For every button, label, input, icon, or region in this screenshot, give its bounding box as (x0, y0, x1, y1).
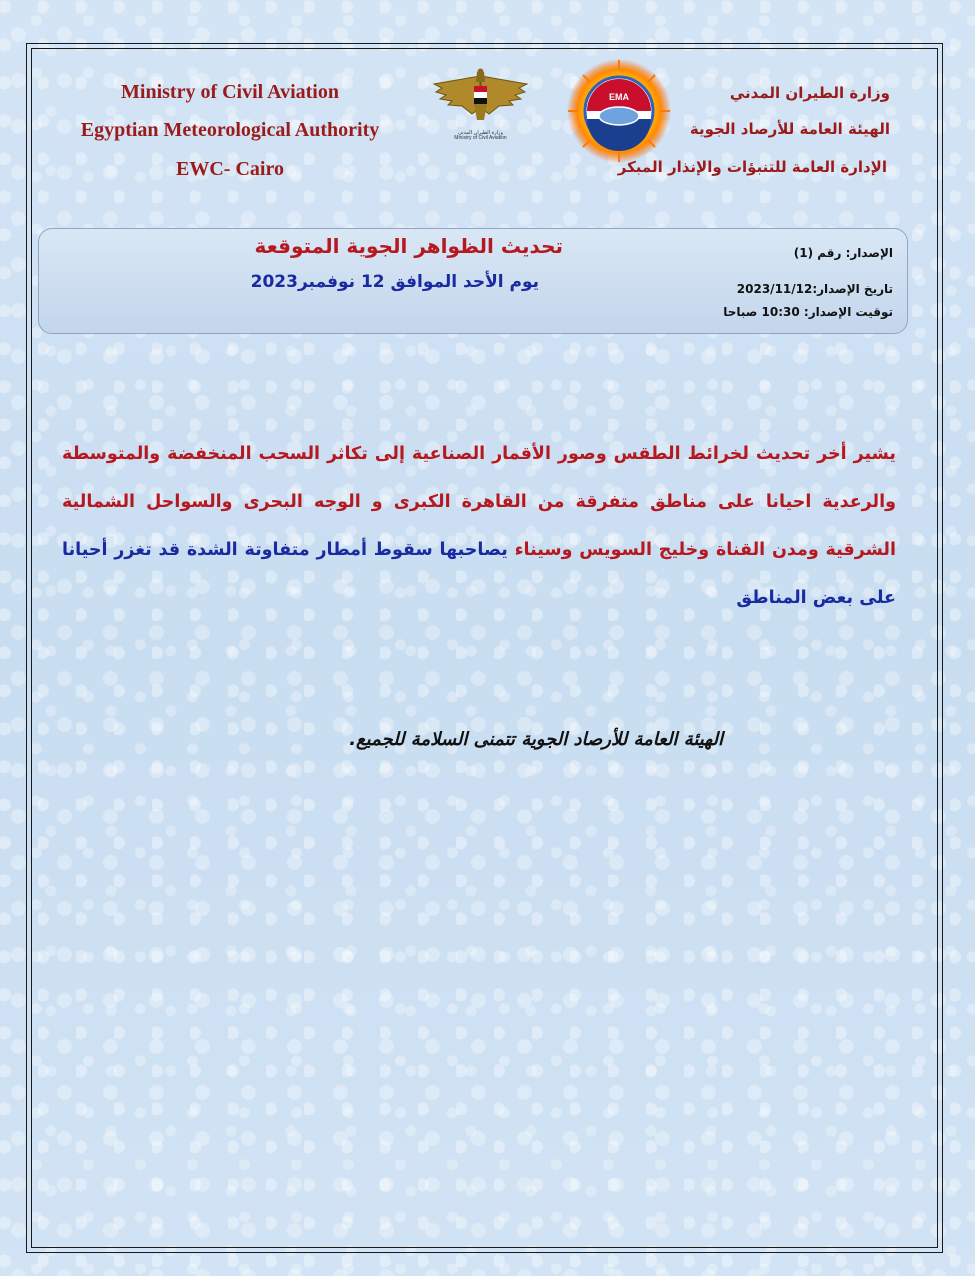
forecast-text-red: يشير أخر تحديث لخرائط الطقس وصور الأقمار الصناعية إلى تكاثر السحب المنخفضة والمتوسطة والرعدية احيانا على مناطق متفرقة من القاهرة الكبرى و الوجه البحرى والسواحل الشمالية الشرقية ومدن القناة وخليج السويس وسيناء (62, 444, 896, 560)
forecast-paragraph (62, 430, 896, 622)
header-ar-ministry: وزارة الطيران المدني (729, 84, 890, 102)
ema-logo-text: EMA (609, 92, 629, 102)
issue-number: الإصدار: رقم (1) (793, 246, 893, 260)
bulletin-date-line: يوم الأحد الموافق 12 نوفمبر2023 (250, 272, 539, 292)
header-en-ewc: EWC- Cairo (176, 158, 284, 180)
ministry-logo (428, 68, 533, 141)
sun-cloud-icon (566, 58, 672, 164)
closing-statement: الهيئة العامة للأرصاد الجوية تتمنى السلامة للجميع. (349, 729, 723, 750)
header-ar-directorate: الإدارة العامة للتنبؤات والإنذار المبكر (617, 158, 887, 176)
forecast-text-blue: يصاحبها سقوط أمطار متفاوتة الشدة قد تغزر أحيانا على بعض المناطق (62, 540, 896, 608)
header-en-authority: Egyptian Meteorological Authority (80, 119, 380, 141)
issue-date: تاريخ الإصدار:2023/11/12 (736, 282, 893, 296)
ministry-logo-caption-en: Ministry of Civil Aviation (454, 135, 507, 141)
bulletin-title: تحديث الظواهر الجوية المتوقعة (254, 234, 563, 258)
ema-logo (566, 58, 672, 164)
ministry-logo-caption-ar: وزارة الطيران المدني (458, 130, 503, 136)
eagle-wings-icon (428, 68, 533, 126)
header-en-ministry: Ministry of Civil Aviation (121, 81, 339, 103)
issue-time: توقيت الإصدار: 10:30 صباحا (723, 305, 893, 319)
header-ar-authority: الهيئة العامة للأرصاد الجوية (689, 120, 890, 138)
